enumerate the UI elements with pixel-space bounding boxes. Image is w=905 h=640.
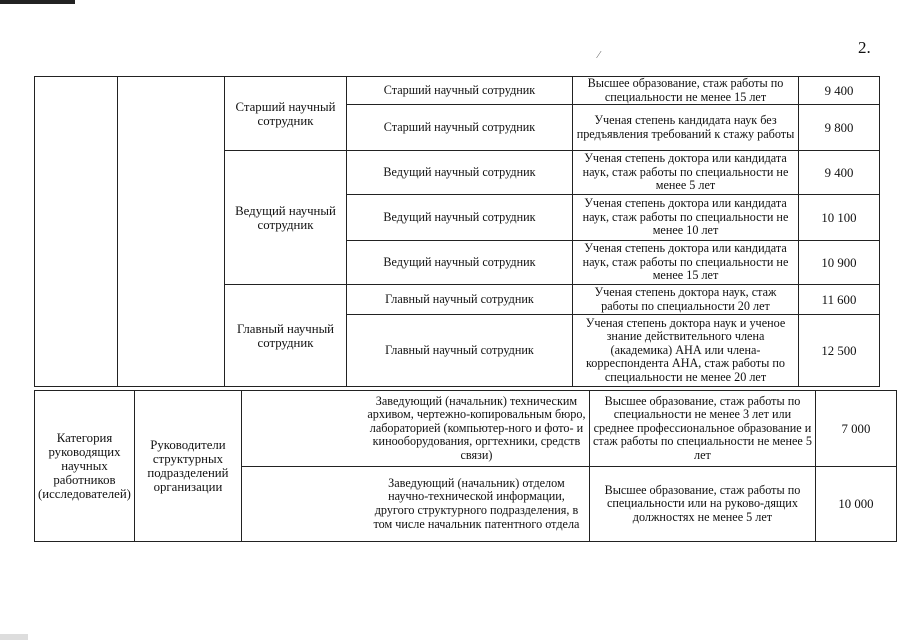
position-cell: Старший научный сотрудник: [347, 77, 573, 105]
position-cell: Главный научный сотрудник: [347, 315, 573, 387]
salary-cell: 7 000: [815, 391, 896, 467]
position-cell: Заведующий (начальник) отделом научно-технической информации, другого структурного подразделения, в том числе начальник патентного отдела: [241, 467, 589, 542]
salary-cell: 9 400: [799, 151, 880, 195]
requirement-cell: Ученая степень доктора или кандидата наук, стаж работы по специальности не менее 15 лет: [573, 241, 799, 285]
position-cell: Главный научный сотрудник: [347, 285, 573, 315]
category-cell: [35, 77, 118, 387]
requirement-cell: Ученая степень доктора наук, стаж работы по специальности 20 лет: [573, 285, 799, 315]
requirement-cell: Высшее образование, стаж работы по специальности не менее 3 лет или среднее профессиональное образование и стаж работы по специальности не менее 5 лет: [589, 391, 815, 467]
salary-cell: 11 600: [799, 285, 880, 315]
requirement-cell: Ученая степень доктора наук и ученое знание действительного члена (академика) АНА или члена-корреспондента АНА, стаж работы по специальности не менее 20 лет: [573, 315, 799, 387]
scan-edge-mark-bottom: [0, 634, 28, 640]
salary-cell: 12 500: [799, 315, 880, 387]
requirement-cell: Высшее образование, стаж работы по специальности или на руково-дящих должностях не менее 5 лет: [589, 467, 815, 542]
position-cell: Заведующий (начальник) техническим архивом, чертежно-копировальным бюро, лабораторией (компьютер-ного и фото- и кинооборудования, оргтехники, средств связи): [241, 391, 589, 467]
salary-cell: 10 900: [799, 241, 880, 285]
requirement-cell: Высшее образование, стаж работы по специальности не менее 15 лет: [573, 77, 799, 105]
subcategory-cell: [118, 77, 225, 387]
position-group-cell: Старший научный сотрудник: [225, 77, 347, 151]
table-row: [35, 77, 880, 105]
salary-cell: 9 800: [799, 105, 880, 151]
salary-cell: 9 400: [799, 77, 880, 105]
position-cell: Старший научный сотрудник: [347, 105, 573, 151]
leader-subcategory-cell: Руководители структурных подразделений организации: [134, 391, 241, 542]
requirement-cell: Ученая степень доктора или кандидата наук, стаж работы по специальности не менее 5 лет: [573, 151, 799, 195]
requirement-cell: Ученая степень кандидата наук без предъявления требований к стажу работы: [573, 105, 799, 151]
position-cell: Ведущий научный сотрудник: [347, 195, 573, 241]
requirement-cell: Ученая степень доктора или кандидата наук, стаж работы по специальности не менее 10 лет: [573, 195, 799, 241]
position-cell: Ведущий научный сотрудник: [347, 151, 573, 195]
scan-edge-mark-top: [0, 0, 75, 4]
leader-category-cell: Категория руководящих научных работников (исследователей): [35, 391, 135, 542]
page-number: 2.: [858, 38, 871, 57]
table-row: [35, 391, 897, 467]
salary-cell: 10 000: [815, 467, 896, 542]
position-cell: Ведущий научный сотрудник: [347, 241, 573, 285]
position-group-cell: Ведущий научный сотрудник: [225, 151, 347, 285]
salary-table-leaders: [34, 390, 897, 542]
salary-table: [34, 76, 880, 387]
stray-pen-mark: ⁄: [598, 50, 600, 61]
position-group-cell: Главный научный сотрудник: [225, 285, 347, 387]
salary-cell: 10 100: [799, 195, 880, 241]
